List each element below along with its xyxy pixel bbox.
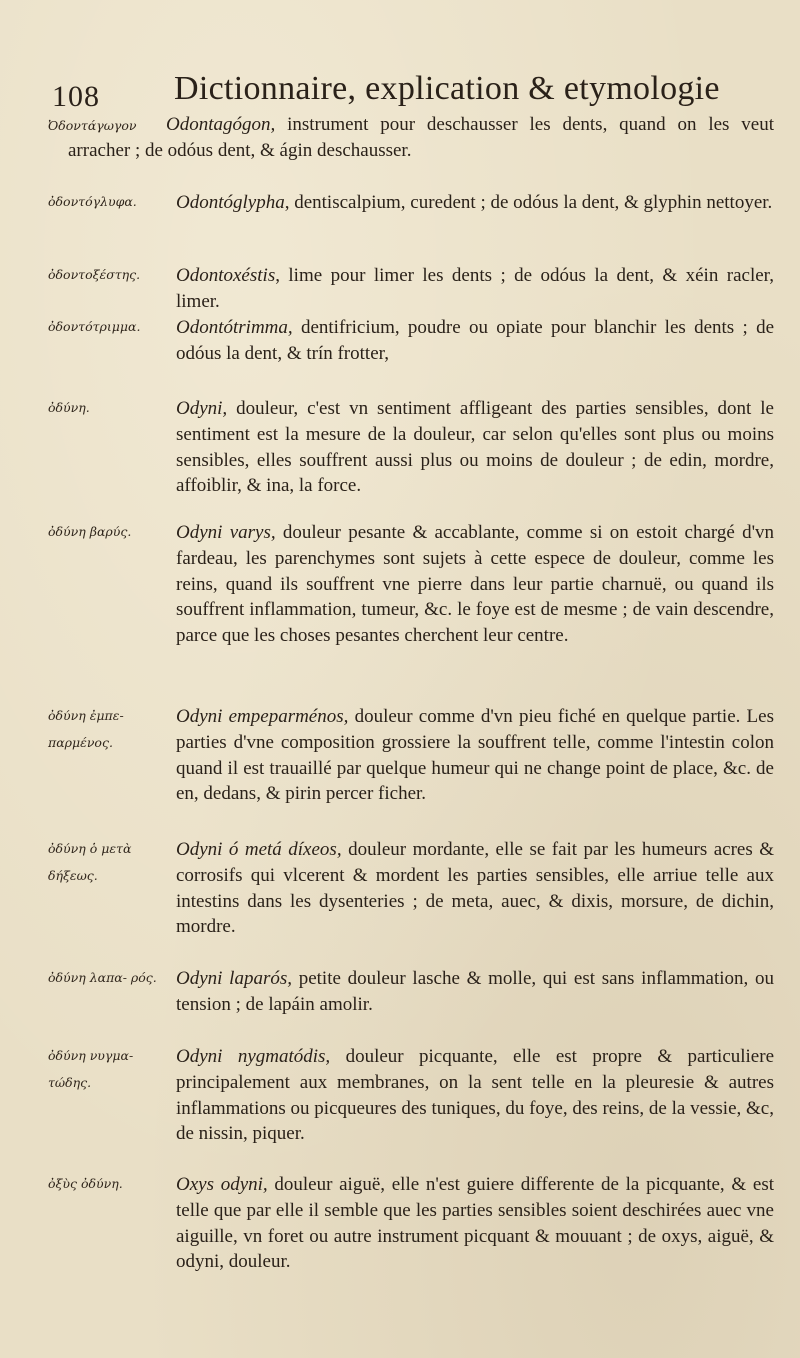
entry-body — [176, 263, 774, 315]
entry-body — [176, 520, 774, 649]
entry-definition: , dentiscalpium, curedent ; de odóus la dent, & glyphin nettoyer. — [284, 192, 773, 213]
entry-definition: douleur picquante, elle est propre & particuliere principalement aux membranes, on la sent telle en la pleuresie & autres inflammations ou picqueures des tuniques, du foye, des reins, de la vessie, &c, de nissin, piquer. — [176, 1046, 775, 1145]
entry-term: Odyni varys, — [176, 522, 276, 543]
entry-term: Odontótrimma, — [176, 317, 293, 338]
running-title: Dictionnaire, explication & etymologie — [174, 70, 720, 107]
entry-definition: instrument pour deschausser les dents, quand on les veut arracher ; de odóus dent, & ágin deschausser. — [68, 114, 774, 161]
entry-definition: dentifricium, poudre ou opiate pour blanchir les dents ; de odóus la dent, & trín frotter, — [176, 317, 775, 364]
greek-headword: ὀδύνη λαπα- ρός. — [48, 970, 157, 985]
entry-body — [176, 1172, 774, 1275]
entry-term: Odyni laparós, — [176, 968, 292, 989]
entry-term: Odyni, — [176, 398, 228, 419]
greek-headword: ὀδύνη ἐμπε- παρμένος. — [48, 708, 124, 750]
entry-body — [176, 1044, 774, 1147]
greek-headword: ὀδύνη ὁ μετὰ δήξεως. — [48, 841, 132, 883]
entry-term: Odyni empeparménos, — [176, 706, 349, 727]
entry-definition: petite douleur lasche & molle, qui est sans inflammation, ou tension ; de lapáin amolir. — [176, 968, 775, 1015]
greek-headword: Ὀδοντάγωγον — [48, 118, 137, 133]
entry-definition: douleur mordante, elle se fait par les humeurs acres & corrosifs qui vlcerent & mordent les parties sensibles, elle arriue telle aux intestins dans les dysenteries ; de meta, auec, & dixis, morsure, de dichin, mordre. — [176, 839, 775, 938]
entry-body — [176, 396, 774, 499]
entry-body — [176, 966, 774, 1018]
entry-definition: douleur comme d'vn pieu fiché en quelque partie. Les parties d'vne composition grossiere la souffrent telle, comme l'intestin colon quand il est trauaillé par quelque humeur qui ne change point de place, &c. de en, dedans, & pirin percer ficher. — [176, 706, 774, 805]
greek-headword: ὀδύνη. — [48, 400, 90, 415]
entry-body — [176, 190, 774, 216]
greek-headword: ὀξὺς ὀδύνη. — [48, 1176, 123, 1191]
entry-definition: douleur, c'est vn sentiment affligeant des parties sensibles, dont le sentiment est la mesure de la douleur, car selon qu'elles sont plus ou moins sensibles, elles souffrent aussi plus ou moins de douleur ; de edin, mordre, affoiblir, & ina, la force. — [176, 398, 774, 497]
entry-term: Odontoxéstis — [176, 265, 276, 286]
entry-definition: , lime pour limer les dents ; de odóus la dent, & xéin racler, limer. — [176, 265, 774, 312]
greek-headword: ὀδύνη βαρύς. — [48, 524, 132, 539]
entry-body — [68, 112, 774, 164]
greek-headword: ὀδοντόγλυφα. — [48, 194, 137, 209]
greek-headword: ὀδοντότριμμα. — [48, 319, 141, 334]
page-number: 108 — [52, 80, 100, 113]
greek-headword: ὀδοντοξέστης. — [48, 267, 141, 282]
entry-term: Odontagógon, — [166, 114, 276, 135]
entry-term: Odyni nygmatódis, — [176, 1046, 331, 1067]
entry-body — [176, 704, 774, 807]
entry-body — [176, 837, 774, 940]
entry-term: Oxys odyni, — [176, 1174, 268, 1195]
entry-definition: douleur aiguë, elle n'est guiere differente de la picquante, & est telle que par elle il semble que les parties sensibles soient deschirées auec vne aiguille, vn foret ou autre instrument picquant & mouuant ; de oxys, aiguë, & odyni, douleur. — [176, 1174, 774, 1273]
entry-definition: douleur pesante & accablante, comme si on estoit chargé d'vn fardeau, les parenchymes sont sujets à cette espece de douleur, comme les reins, quand ils souffrent vne pierre dans leur partie charnuë, ou quand ils souffrent inflammation, tumeur, &c. le foye est de mesme ; de vain descendre, parce que les choses pesantes cherchent leur centre. — [176, 522, 774, 647]
entry-body — [176, 315, 774, 367]
entry-term: Odontóglypha — [176, 192, 285, 213]
entry-term: Odyni ó metá díxeos, — [176, 839, 342, 860]
greek-headword: ὀδύνη νυγμα- τώδης. — [48, 1048, 134, 1090]
